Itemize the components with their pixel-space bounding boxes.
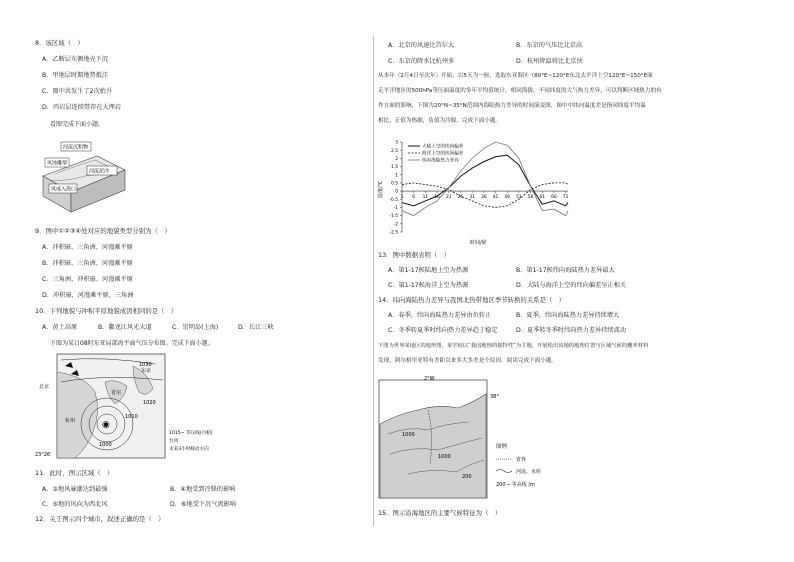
- para1-line-4: 相比，正值为热源，负值为冷源。完成下面小题。: [378, 118, 502, 124]
- chart-x-tick-label: 46: [504, 195, 511, 201]
- map11-isobar-1010: 1010: [125, 414, 138, 420]
- chart-y-tick-label: -2: [393, 222, 398, 228]
- chart-y-tick-label: -0.5: [389, 197, 398, 203]
- q10-option-d[interactable]: D．长江三峡: [238, 324, 274, 331]
- q8-option-d[interactable]: D．丙岩层连续带存在大理岩: [42, 104, 122, 111]
- map11-typhoon-label: 台风: [35, 349, 45, 354]
- map15-longitude: 2°W: [424, 376, 435, 382]
- chart-y-tick-label: 0.5: [391, 181, 398, 187]
- q13-option-d[interactable]: D．大陆与海洋上空的纬向偏差呈正相关: [516, 282, 626, 289]
- map11-legend-isobar: 1015~ 等压线(百帕): [169, 431, 213, 436]
- q13-option-b[interactable]: B．第1-17候纬向海陆热力差异最大: [516, 267, 615, 274]
- landform-block-diagram: [35, 136, 127, 220]
- map11-legend-typhoon: 台风: [169, 439, 179, 444]
- q11-option-d[interactable]: D．⑥地受下沉气流影响: [170, 501, 236, 508]
- typhoon-icon: ◉: [102, 420, 110, 430]
- chart-legend-label-2: 海洋上空的纬向偏差: [422, 151, 464, 157]
- chart-y-tick-label: -1.5: [389, 214, 398, 220]
- map11-isobar-1030: 1030: [139, 362, 152, 368]
- chart-ylabel: 温度/℃: [378, 180, 384, 198]
- column-divider: [373, 36, 374, 526]
- chart-x-tick-label: 11: [422, 195, 429, 201]
- map15-legend-boundary: 省界: [516, 457, 527, 463]
- q14-option-d[interactable]: D．夏季转冬季时纬向热力差异持续波动: [516, 327, 626, 334]
- map15-latitude: 38°: [490, 394, 499, 400]
- thermal-difference-chart: [378, 136, 578, 248]
- q10-stem: 10．下列地貌与冲积平原地貌成因相同的是（ ）: [35, 307, 178, 315]
- para1-line-3: 作方面的影响，下图为20°N~35°N范围内海陆热力差异的时间演变图，图中中纬向温度差是指同纬度平均温: [378, 103, 646, 109]
- map15-legend-contour: 200 ─ 等高线 /m: [496, 482, 535, 488]
- topographic-map: [378, 374, 566, 502]
- q8-stem: 8．该区域（ ）: [35, 39, 84, 47]
- q9-option-b[interactable]: B．冲积扇、三角洲、河漫滩平原: [42, 260, 133, 267]
- map15-legend-river: 河流、水库: [516, 469, 542, 475]
- q11-option-c[interactable]: C．⑤地的风向为西北风: [42, 501, 108, 508]
- map11-isobar-1000: 1000: [99, 442, 112, 448]
- q14-option-b[interactable]: B．夏季，纬向海陆热力差异持续增大: [516, 312, 620, 319]
- chart-y-tick-label: 1: [395, 173, 398, 179]
- para2-line-1: 下图为世界某地区的地形图，某学校以“我国地理的独特性”为主题，开展绘出该地的地理位置与区域气候的概率材料: [378, 343, 649, 349]
- chart-y-tick-label: 2.5: [391, 148, 398, 154]
- map11-place-beijing: 北京: [39, 384, 50, 390]
- q10-option-c[interactable]: C．崇明岛(上海): [172, 324, 219, 331]
- chart-x-tick-label: 31: [469, 195, 475, 201]
- chart-y-tick-label: -2.5: [389, 230, 398, 236]
- map15-contour-1: 1000: [402, 432, 415, 438]
- q14-option-a[interactable]: A．春季，纬向海陆热力差异由负转正: [388, 312, 492, 319]
- chart-y-tick-label: 0: [395, 189, 398, 195]
- chart-legend-label-3: 纬向海陆热力差异: [422, 158, 459, 164]
- map15-contour-3: 200: [462, 474, 472, 480]
- q12-option-a[interactable]: A．北京的风速比首尔大: [388, 42, 455, 49]
- q10-option-b[interactable]: B．鄱龙江风光大道: [98, 324, 152, 331]
- q15-stem: 15．图示沿海地区的主要气候特征为（ ）: [378, 509, 502, 517]
- q9-option-d[interactable]: D．冲积扇、河漫滩平原、三角洲: [42, 292, 134, 299]
- chart-x-tick-label: 51: [516, 195, 522, 201]
- chart-x-tick-label: 56: [527, 195, 534, 201]
- q10-option-a[interactable]: A．黄土高原: [42, 324, 78, 331]
- q13-option-a[interactable]: A．第1-17候陆地上空为热源: [388, 267, 469, 274]
- q11-intro: 下图为某日08时东亚局部海平面气压分布图。完成下面小题。: [50, 340, 214, 347]
- map11-place-tokyo: 东京: [141, 368, 152, 374]
- chart-x-tick-label: 61: [539, 195, 546, 201]
- map11-place-seoul: 首尔: [111, 390, 122, 396]
- q11-option-b[interactable]: B．④地受到冷锋的影响: [170, 486, 236, 493]
- q14-stem: 14．纬向海陆热力差异与我国北热带地区季节转换的关系是（ ）: [378, 296, 566, 304]
- chart-x-tick-label: 1: [400, 195, 404, 201]
- para2-line-2: 发现，阿尔格里亚特有差距以来多大多差是个原因。阅读完成下面小题。: [378, 358, 558, 364]
- chart-x-tick-label: 41: [492, 195, 499, 201]
- q12-stem: 12．关于图示四个城市，叙述正确的是（ ）: [35, 515, 165, 523]
- q12-option-b[interactable]: B．东京的气压比北京高: [516, 42, 583, 49]
- q8-option-c[interactable]: C．图中共发生了2次抬升: [42, 88, 113, 95]
- map11-legend-direction: 未来3小时移动方向: [169, 447, 209, 452]
- map15-contour-2: 1000: [438, 454, 451, 460]
- q8-option-b[interactable]: B．甲地层时期地势抵洼: [42, 72, 109, 79]
- q12-option-d[interactable]: D．杭州降温将比北京快: [516, 58, 583, 65]
- chart-x-tick-label: 6: [412, 195, 416, 201]
- map11-isobar-1020: 1020: [143, 400, 156, 406]
- chart-y-tick-label: 2: [395, 156, 398, 162]
- q9-option-c[interactable]: C．三角洲、冲积扇、河漫滩平原: [42, 276, 133, 283]
- pressure-map: [35, 349, 235, 462]
- q12-option-c[interactable]: C．东京的降水比杭州多: [388, 58, 455, 65]
- chart-x-tick-label: 36: [481, 195, 487, 201]
- para1-line-2: 走平洋地区的500hPa等压面温度的多年平均值统计，相同海拔，不同纬度的大气热力差异，可以判断区域热力的有: [378, 88, 662, 94]
- q11-option-a[interactable]: A．③地风暴潮达到最强: [42, 486, 108, 493]
- chart-x-tick-label: 16: [434, 195, 440, 201]
- map11-place-hangzhou: 杭州: [65, 418, 76, 424]
- chart-x-tick-label: 71: [562, 195, 569, 201]
- fig9-label-3: 河流泥沙: [89, 168, 110, 175]
- chart-xlabel: 时间/候: [470, 240, 487, 246]
- fig9-label-2: 风蚀雕塑: [47, 160, 68, 167]
- q9-option-a[interactable]: A．冲积扇、三角洲、河漫滩平原: [42, 244, 133, 251]
- chart-legend-label-1: 大陆上空的纬向偏差: [422, 144, 464, 150]
- chart-x-tick-label: 21: [445, 195, 452, 201]
- chart-x-tick-label: 26: [457, 195, 464, 201]
- q13-option-c[interactable]: C．第1-17候海洋上空为热源: [388, 282, 469, 289]
- chart-y-tick-label: 3: [395, 140, 398, 146]
- chart-x-tick-label: 66: [551, 195, 557, 201]
- q8-option-a[interactable]: A．乙断层东侧地壳下沉: [42, 56, 109, 63]
- chart-y-tick-label: 1.5: [391, 165, 398, 171]
- fig9-label-4: 风成入海口: [51, 186, 77, 193]
- para1-line-1: 从本年（2月4日至次年）开始，以5天为一候，选取东亚海区（80°E~120°E东北太平洋上空120°E~150°E面: [378, 73, 653, 79]
- q13-stem: 13．图中数据表明（ ）: [378, 251, 451, 259]
- q9-intro: 看图完成下面小题。: [50, 121, 105, 128]
- chart-y-tick-label: -1: [393, 206, 398, 212]
- q9-stem: 9．图中①②③④处对应的地貌类型分别为（ ）: [35, 227, 171, 235]
- q11-stem: 11．此时，图示区域（ ）: [35, 469, 114, 477]
- q14-option-c[interactable]: C．冬季转夏季时纬向热力差异趋于稳定: [388, 327, 498, 334]
- map15-legend-title: 图例: [496, 444, 507, 450]
- fig9-label-1: 河流沉积物: [63, 144, 89, 151]
- map11-latitude: 23°26′: [35, 452, 52, 458]
